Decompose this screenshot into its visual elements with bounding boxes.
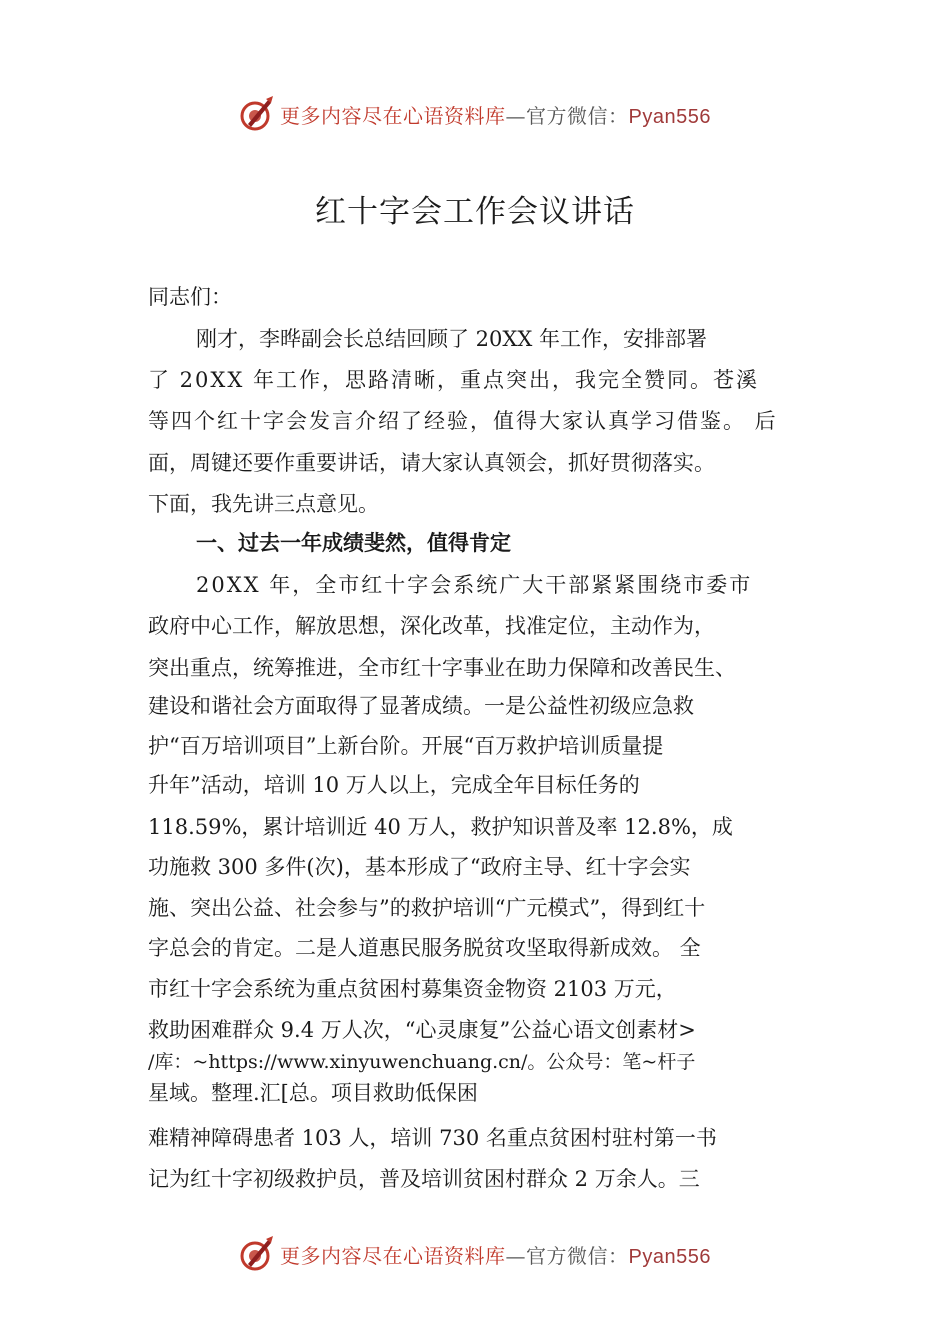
body-line: 星域。整理.汇[总。项目救助低保困 bbox=[148, 1081, 478, 1105]
body-line: 下面，我先讲三点意见。 bbox=[148, 492, 379, 516]
body-line: 政府中心工作，解放思想，深化改革，找准定位，主动作为， bbox=[148, 614, 715, 638]
watermark-wechat-id: Pyan556 bbox=[628, 106, 711, 128]
body-line: 字总会的肯定。二是人道惠民服务脱贫攻坚取得新成效。 全 bbox=[148, 936, 701, 960]
watermark-part1: 更多内容尽在心语资料库 bbox=[280, 1244, 506, 1268]
body-line: 护“百万培训项目”上新台阶。开展“百万救护培训质量提 bbox=[148, 734, 664, 758]
watermark-text bbox=[280, 1240, 711, 1269]
body-line-salutation: 同志们： bbox=[148, 285, 232, 309]
body-line: 建设和谐社会方面取得了显著成绩。一是公益性初级应急救 bbox=[148, 694, 694, 718]
watermark-text bbox=[280, 100, 711, 129]
body-line: 救助困难群众 9.4 万人次，“心灵康复”公益心语文创素材> bbox=[148, 1018, 696, 1042]
watermark-part2: —官方微信： bbox=[505, 104, 629, 128]
watermark-wechat-id: Pyan556 bbox=[628, 1246, 711, 1268]
body-line: 施、突出公益、社会参与”的救护培训“广元模式”，得到红十 bbox=[148, 896, 706, 920]
body-line: 难精神障碍患者 103 人，培训 730 名重点贫困村驻村第一书 bbox=[148, 1126, 717, 1150]
pen-seal-icon bbox=[238, 94, 276, 134]
body-line: 面，周键还要作重要讲话，请大家认真领会，抓好贯彻落实。 bbox=[148, 451, 715, 475]
body-line: 20XX 年，全市红十字会系统广大干部紧紧围绕市委市 bbox=[196, 573, 753, 597]
body-line: 突出重点，统筹推进，全市红十字事业在助力保障和改善民生、 bbox=[148, 656, 736, 680]
page-title: 红十字会工作会议讲话 bbox=[315, 194, 635, 230]
pen-seal-icon bbox=[238, 1234, 276, 1274]
body-line: 118.59%，累计培训近 40 万人，救护知识普及率 12.8%，成 bbox=[148, 815, 733, 839]
watermark-part1: 更多内容尽在心语资料库 bbox=[280, 104, 506, 128]
watermark-part2: —官方微信： bbox=[505, 1244, 629, 1268]
body-line: 记为红十字初级救护员，普及培训贫困村群众 2 万余人。三 bbox=[148, 1167, 700, 1191]
section-heading: 一、过去一年成绩斐然，值得肯定 bbox=[196, 531, 511, 555]
body-line: /库：~https://www.xinyuwenchuang.cn/。公众号：笔~杆子 bbox=[148, 1051, 696, 1073]
body-line: 了 20XX 年工作，思路清晰，重点突出，我完全赞同。苍溪 bbox=[148, 368, 759, 392]
body-line: 市红十字会系统为重点贫困村募集资金物资 2103 万元， bbox=[148, 977, 677, 1001]
body-line: 等四个红十字会发言介绍了经验，值得大家认真学习借鉴。 后 bbox=[148, 409, 778, 433]
watermark-banner-bottom bbox=[0, 1234, 950, 1274]
body-line: 刚才，李晔副会长总结回顾了 20XX 年工作，安排部署 bbox=[196, 327, 707, 351]
watermark-banner-top bbox=[0, 94, 950, 134]
body-line: 功施救 300 多件(次)，基本形成了“政府主导、红十字会实 bbox=[148, 855, 691, 879]
body-line: 升年”活动，培训 10 万人以上，完成全年目标任务的 bbox=[148, 773, 640, 797]
